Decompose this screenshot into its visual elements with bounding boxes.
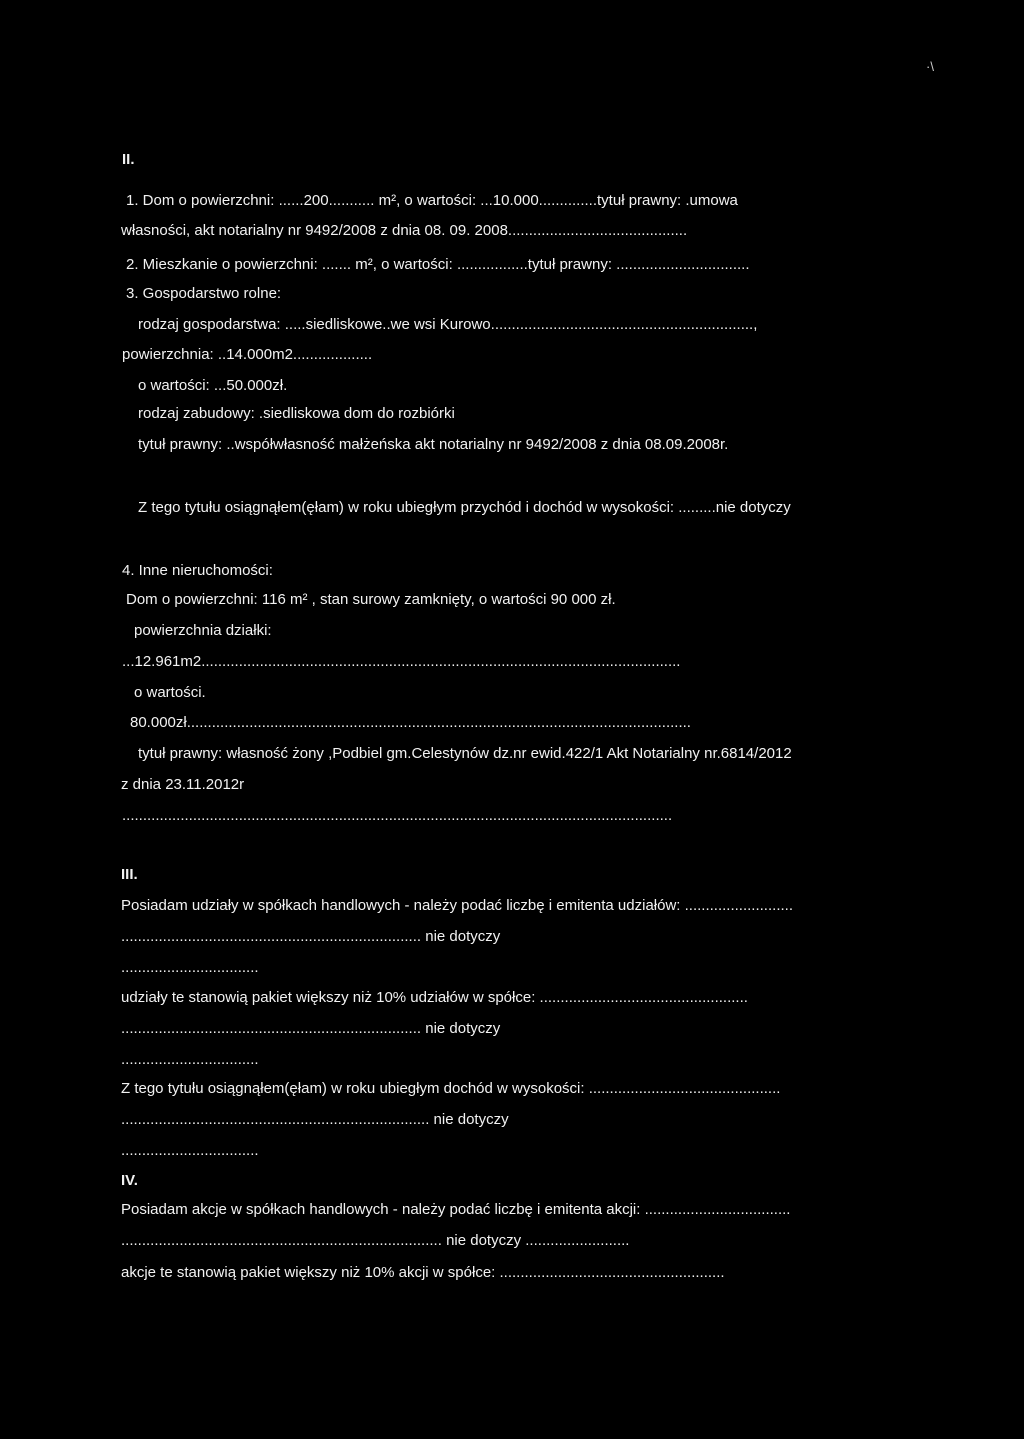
other-property-legal-title: tytuł prawny: własność żony ,Podbiel gm.Celestynów dz.nr ewid.422/1 Akt Notarialny nr.6814/2012: [138, 745, 792, 762]
other-property-plot-label: powierzchnia działki:: [134, 622, 272, 639]
other-property-dots: ....................................................................................................................................: [122, 807, 673, 824]
property-house-line-2: własności, akt notarialny nr 9492/2008 z dnia 08. 09. 2008...........................................: [121, 222, 688, 239]
farm-legal-title: tytuł prawny: ..współwłasność małżeńska akt notarialny nr 9492/2008 z dnia 08.09.2008r.: [138, 436, 729, 453]
other-property-house: Dom o powierzchni: 116 m² , stan surowy zamknięty, o wartości 90 000 zł.: [126, 591, 616, 608]
farm-heading: 3. Gospodarstwo rolne:: [126, 285, 282, 302]
farm-area: powierzchnia: ..14.000m2...................: [122, 346, 373, 363]
other-property-value: 80.000zł.........................................................................................................................: [130, 714, 691, 731]
property-house-line-1: 1. Dom o powierzchni: ......200........... m², o wartości: ...10.000..............tytuł prawny: .umowa: [126, 192, 738, 209]
other-property-heading: 4. Inne nieruchomości:: [122, 562, 273, 579]
corner-mark: ·\: [926, 59, 934, 74]
other-property-value-label: o wartości.: [134, 684, 206, 701]
shares-line-2: ........................................................................ nie dotyczy: [121, 928, 501, 945]
farm-value: o wartości: ...50.000zł.: [138, 377, 288, 394]
shares-line-1: Posiadam udziały w spółkach handlowych - należy podać liczbę i emitenta udziałów: ..........................: [121, 897, 793, 914]
other-property-plot-area: ...12.961m2...................................................................................................................: [122, 653, 681, 670]
section-4-header: IV.: [121, 1172, 138, 1189]
shares-percent-line-3: .................................: [121, 1051, 259, 1068]
shares-line-3: .................................: [121, 959, 259, 976]
other-property-date: z dnia 23.11.2012r: [121, 776, 245, 793]
shares-income-line-3: .................................: [121, 1142, 259, 1159]
stocks-percent-line: akcje te stanowią pakiet większy niż 10% akcji w spółce: ......................................................: [121, 1264, 725, 1281]
shares-income-line-1: Z tego tytułu osiągnąłem(ęłam) w roku ubiegłym dochód w wysokości: ..............................................: [121, 1080, 781, 1097]
shares-income-line-2: .......................................................................... nie dotyczy: [121, 1111, 509, 1128]
property-apartment-line: 2. Mieszkanie o powierzchni: ....... m², o wartości: .................tytuł prawny: ................................: [126, 256, 750, 273]
shares-percent-line-1: udziały te stanowią pakiet większy niż 10% udziałów w spółce: ..................................................: [121, 989, 748, 1006]
farm-income: Z tego tytułu osiągnąłem(ęłam) w roku ubiegłym przychód i dochód w wysokości: .........nie dotyczy: [138, 499, 791, 516]
farm-buildings: rodzaj zabudowy: .siedliskowa dom do rozbiórki: [138, 405, 455, 422]
stocks-line-1: Posiadam akcje w spółkach handlowych - należy podać liczbę i emitenta akcji: ...................................: [121, 1201, 791, 1218]
stocks-line-2: ............................................................................. nie dotyczy .........................: [121, 1232, 630, 1249]
farm-type: rodzaj gospodarstwa: .....siedliskowe..we wsi Kurowo...............................................................,: [138, 316, 758, 333]
section-2-header: II.: [122, 151, 135, 168]
shares-percent-line-2: ........................................................................ nie dotyczy: [121, 1020, 501, 1037]
section-3-header: III.: [121, 866, 138, 883]
